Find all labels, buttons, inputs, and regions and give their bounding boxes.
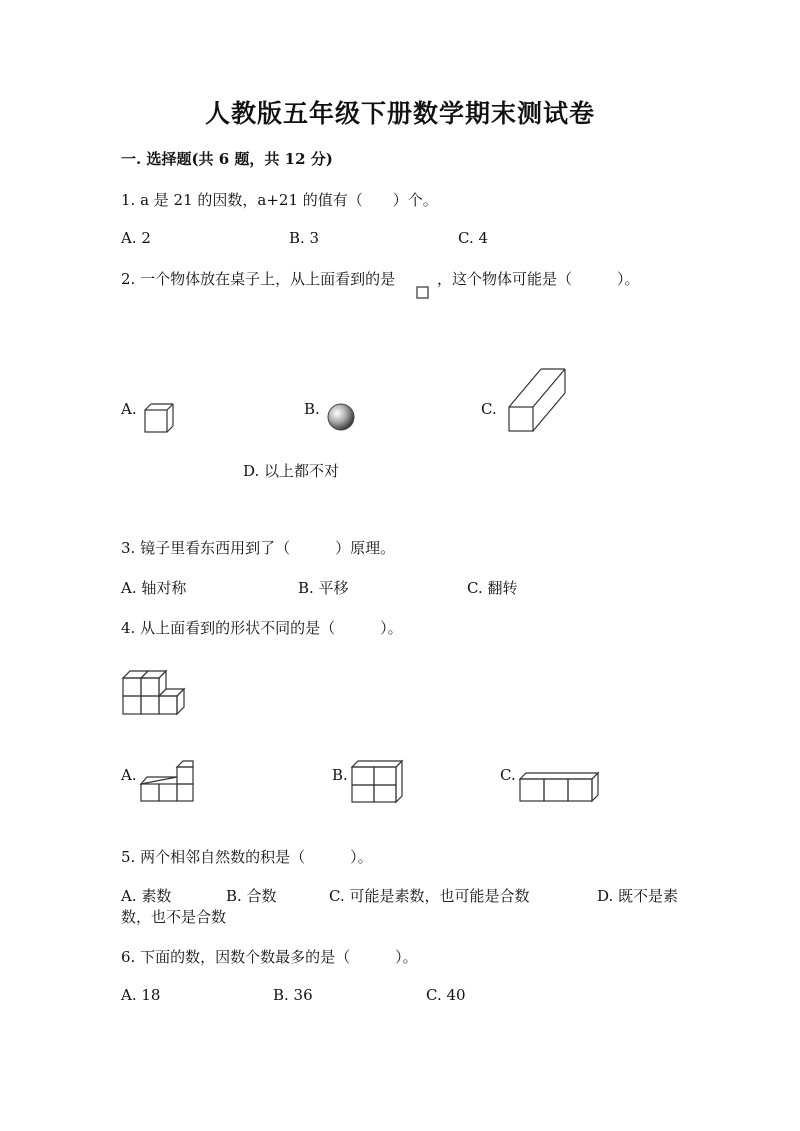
q5-option-d: D. 既不是素 [597, 887, 679, 905]
cuboid-prism-icon [507, 367, 569, 435]
cube-icon [144, 403, 176, 435]
q5-option-d-continuation: 数，也不是合数 [121, 908, 227, 926]
question-5: 5. 两个相邻自然数的积是（ ）。 [121, 848, 373, 866]
q4-option-a-figure [139, 760, 197, 804]
page-title: 人教版五年级下册数学期末测试卷 [204, 99, 595, 128]
q6-option-c: C. 40 [426, 986, 466, 1004]
q4-option-b-label: B. [332, 766, 348, 784]
question-2-after: ，这个物体可能是（ ）。 [437, 270, 640, 288]
q2-option-c-label: C. [481, 400, 497, 418]
q1-option-c: C. 4 [458, 229, 489, 247]
q2-option-a-label: A. [121, 400, 137, 418]
square-top-view-icon [416, 286, 430, 300]
section-heading: 一. 选择题(共 6 题，共 12 分) [121, 150, 333, 168]
question-4: 4. 从上面看到的形状不同的是（ ）。 [121, 619, 403, 637]
q3-option-c: C. 翻转 [467, 579, 518, 597]
q5-option-a: A. 素数 [121, 887, 172, 905]
q6-option-b: B. 36 [273, 986, 313, 1004]
q1-option-a: A. 2 [121, 229, 151, 247]
q5-option-b: B. 合数 [226, 887, 277, 905]
question-2-before: 2. 一个物体放在桌子上，从上面看到的是 [121, 270, 396, 288]
q4-option-c-figure [518, 771, 602, 805]
question-6: 6. 下面的数，因数个数最多的是（ ）。 [121, 948, 418, 966]
question-1: 1. a 是 21 的因数，a+21 的值有（ ）个。 [121, 191, 438, 209]
q5-option-c: C. 可能是素数，也可能是合数 [329, 887, 530, 905]
q2-option-b-label: B. [304, 400, 320, 418]
sphere-icon [327, 403, 357, 433]
q3-option-b: B. 平移 [298, 579, 349, 597]
q6-option-a: A. 18 [121, 986, 161, 1004]
q4-option-a-label: A. [121, 766, 137, 784]
q3-option-a: A. 轴对称 [121, 579, 187, 597]
q4-option-c-label: C. [500, 766, 516, 784]
q2-option-d: D. 以上都不对 [243, 462, 340, 480]
question-3: 3. 镜子里看东西用到了（ ）原理。 [121, 539, 396, 557]
cube-stack-figure [122, 670, 188, 718]
q4-option-b-figure [350, 760, 406, 804]
q1-option-b: B. 3 [289, 229, 320, 247]
